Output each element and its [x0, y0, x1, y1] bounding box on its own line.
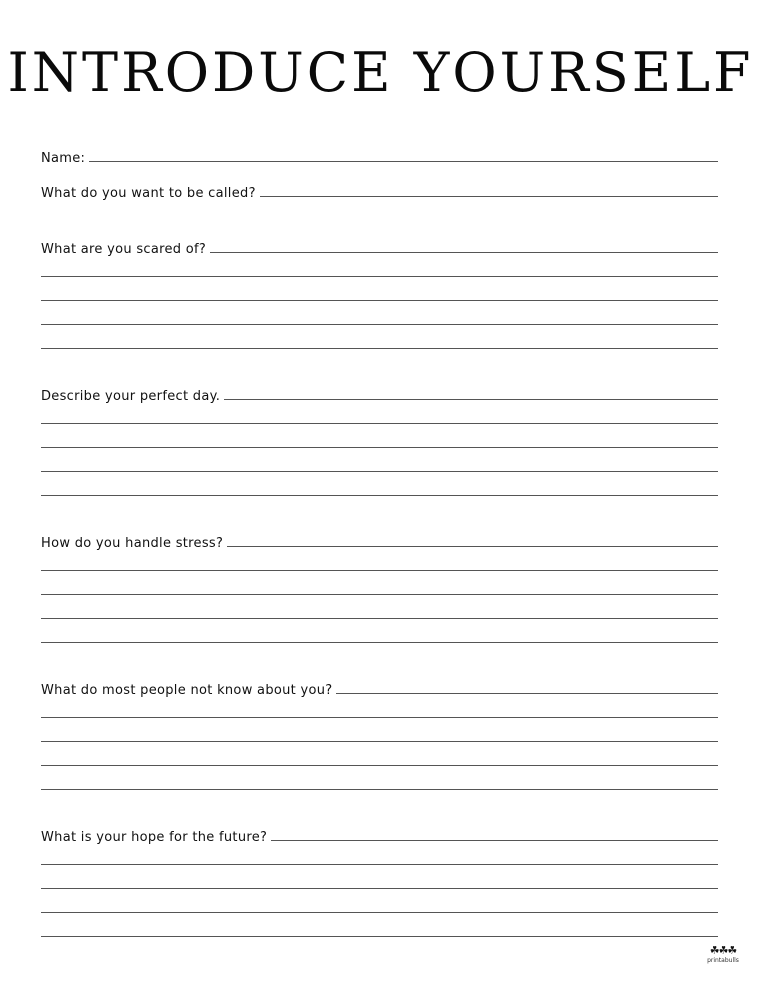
- name-answer-line[interactable]: [89, 161, 718, 162]
- question-1[interactable]: [41, 235, 718, 257]
- logo-text: printabulls: [707, 957, 739, 964]
- name-label: Name:: [41, 151, 86, 166]
- answer-line[interactable]: [336, 693, 718, 694]
- answer-line[interactable]: [41, 594, 718, 595]
- answer-line[interactable]: [41, 618, 718, 619]
- bull-icon: ☘☘☘: [709, 944, 737, 957]
- question-2[interactable]: [41, 382, 718, 404]
- question-label: How do you handle stress?: [41, 536, 224, 551]
- question-5[interactable]: [41, 823, 718, 845]
- answer-line[interactable]: [41, 495, 718, 496]
- answer-line[interactable]: [41, 324, 718, 325]
- answer-line[interactable]: [41, 471, 718, 472]
- answer-line[interactable]: [41, 765, 718, 766]
- question-label: Describe your perfect day.: [41, 389, 221, 404]
- called-field[interactable]: [41, 179, 718, 201]
- answer-line[interactable]: [41, 348, 718, 349]
- answer-line[interactable]: [41, 717, 718, 718]
- question-label: What is your hope for the future?: [41, 830, 268, 845]
- answer-line[interactable]: [41, 447, 718, 448]
- answer-line[interactable]: [210, 252, 718, 253]
- called-label: What do you want to be called?: [41, 186, 256, 201]
- answer-line[interactable]: [41, 741, 718, 742]
- answer-line[interactable]: [41, 888, 718, 889]
- answer-line[interactable]: [224, 399, 718, 400]
- name-field[interactable]: [41, 144, 718, 166]
- question-3[interactable]: [41, 529, 718, 551]
- answer-line[interactable]: [41, 423, 718, 424]
- worksheet-title: INTRODUCE YOURSELF: [7, 41, 754, 104]
- answer-line[interactable]: [41, 789, 718, 790]
- answer-line[interactable]: [41, 276, 718, 277]
- question-label: What do most people not know about you?: [41, 683, 333, 698]
- answer-line[interactable]: [41, 300, 718, 301]
- answer-line[interactable]: [271, 840, 718, 841]
- answer-line[interactable]: [41, 642, 718, 643]
- answer-line[interactable]: [41, 912, 718, 913]
- answer-line[interactable]: [41, 864, 718, 865]
- answer-line[interactable]: [41, 936, 718, 937]
- question-4[interactable]: [41, 676, 718, 698]
- answer-line[interactable]: [41, 570, 718, 571]
- answer-line[interactable]: [227, 546, 718, 547]
- question-label: What are you scared of?: [41, 242, 207, 257]
- printabulls-logo: [705, 945, 741, 965]
- called-answer-line[interactable]: [260, 196, 718, 197]
